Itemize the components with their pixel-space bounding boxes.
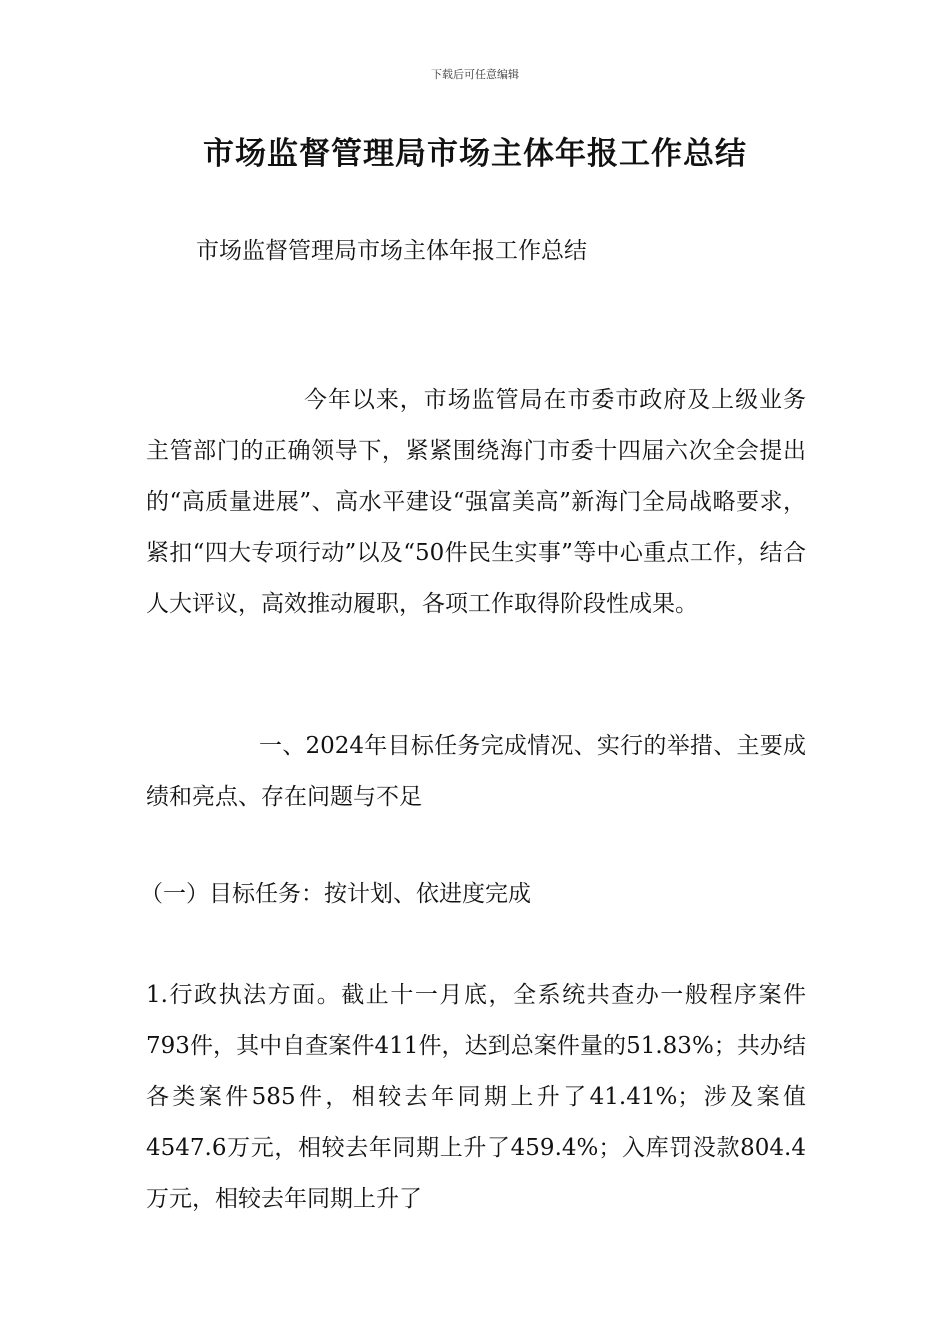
document-title: 市场监督管理局市场主体年报工作总结	[203, 136, 747, 172]
intro-paragraph: 今年以来，市场监管局在市委市政府及上级业务主管部门的正确领导下，紧紧围绕海门市委十四届六次全会提出的“高质量进展”、高水平建设“强富美高”新海门全局战略要求，紧扣“四大专项行动”以及“50件民生实事”等中心重点工作，结合人大评议，高效推动履职，各项工作取得阶段性成果。	[146, 387, 806, 617]
section-heading-1: 一、2024年目标任务完成情况、实行的举措、主要成绩和亮点、存在问题与不足	[146, 733, 806, 810]
document-subtitle: 市场监督管理局市场主体年报工作总结	[196, 238, 587, 264]
item-paragraph-1: 1.行政执法方面。截止十一月底，全系统共查办一般程序案件793件，其中自查案件411件，达到总案件量的51.83%；共办结各类案件585件，相较去年同期上升了41.41%；涉及案值4547.6万元，相较去年同期上升了459.4%；入库罚没款804.4万元，相较去年同期上升了	[146, 982, 806, 1212]
header-note: 下载后可任意编辑	[431, 68, 519, 81]
subsection-heading-1: （一）目标任务：按计划、依进度完成	[140, 881, 531, 907]
